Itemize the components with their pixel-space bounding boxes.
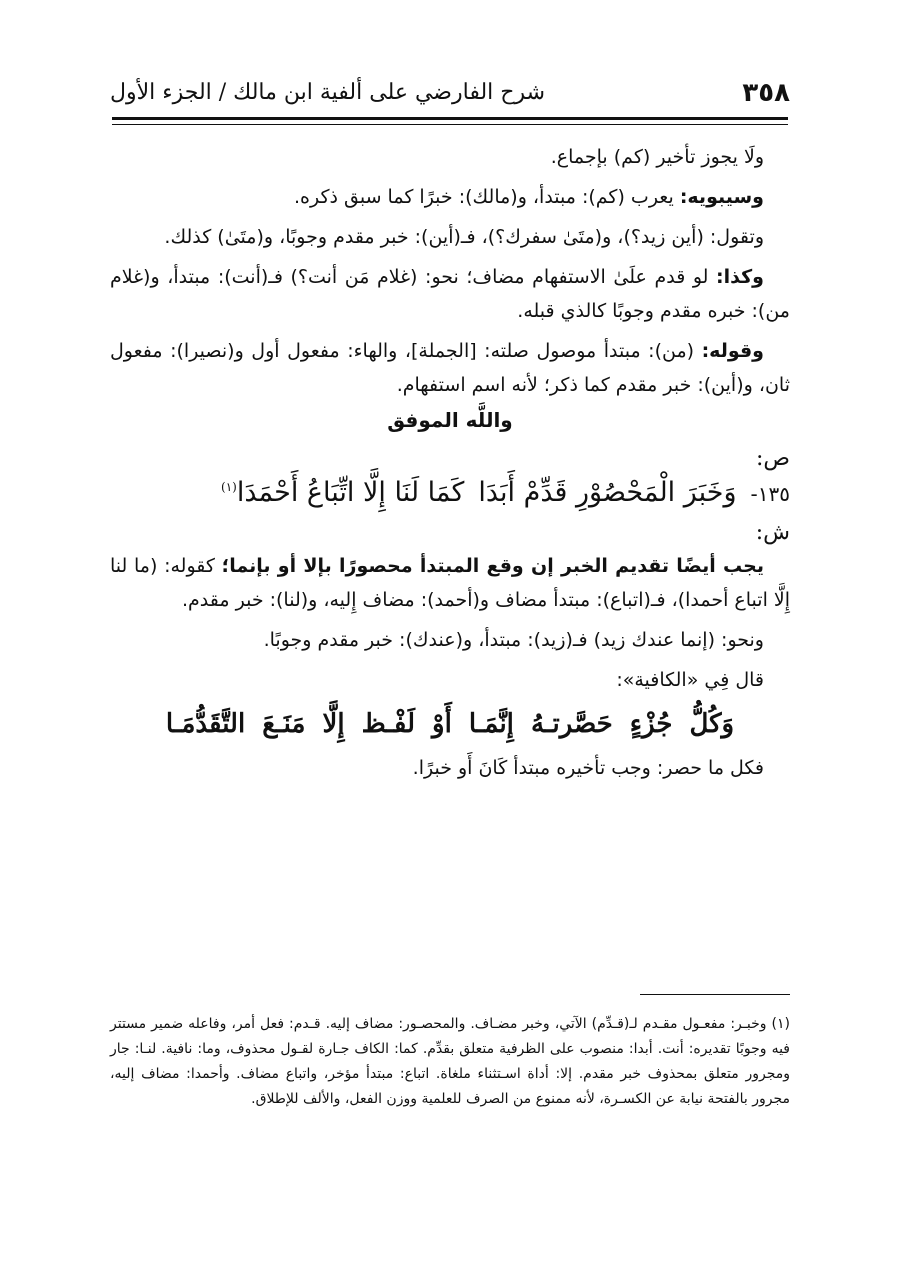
label-shin: ش:	[755, 520, 790, 545]
page-header	[110, 78, 790, 114]
label-sad: ص:	[755, 446, 790, 471]
verse-number: ١٣٥-	[750, 482, 790, 506]
footnote-1: (١) وخبـر: مفعـول مقـدم لـ(قـدِّم) الآتي، وخبر مضـاف. والمحصـور: مضاف إليه. قـدم: فعل أمر، وفاعله ضمير مستتر فيه وجوبًا تقديره: أنت. أبدا: منصوب على الظرفية متعلق بقدِّم. كما: الكاف جـارة لقـول محذوف، وما: نافية. لنـا: جار ومجرور متعلق بمحذوف خبر مقدم. إلا: أداة اسـتثناء ملغاة. اتباع: مبتدأ مؤخر، واتباع مضاف. وأحمدا: مضاف إليه، مجرور بالفتحة نيابة عن الكسـرة، لأنه ممنوع من الصرف للعلمية ووزن الفعل، والألف للإطلاق.	[110, 1016, 790, 1107]
paragraph-2-text: يعرب (كم): مبتدأ، و(مالك): خبرًا كما سبق ذكره.	[294, 186, 680, 208]
paragraph-8: قال فِي «الكافية»:	[616, 669, 764, 691]
paragraph-1: ولَا يجوز تأخير (كم) بإجماع.	[550, 146, 764, 168]
paragraph-4-lead: وكذا:	[716, 266, 764, 288]
paragraph-5-lead: وقوله:	[701, 340, 764, 362]
verse-hemistich-2	[221, 477, 464, 508]
verse-hemistich-2-text: كَمَا لَنَا إِلَّا اتِّبَاعُ أَحْمَدَا	[236, 477, 465, 508]
paragraph-3: وتقول: (أين زيد؟)، و(متَىٰ سفرك؟)، فـ(أين): خبر مقدم وجوبًا، و(متَىٰ) كذلك.	[164, 226, 764, 248]
paragraph-9: فكل ما حصر: وجب تأخيره مبتدأ كَانَ أَو خبرًا.	[412, 757, 764, 779]
paragraph-4-text: لو قدم علَىٰ الاستفهام مضاف؛ نحو: (غلام مَن أنت؟) فـ(أنت): مبتدأ، و(غلام من): خبره مقدم وجوبًا كالذي قبله.	[110, 266, 790, 322]
header-rule-thin	[112, 124, 788, 125]
paragraph-2	[110, 180, 790, 214]
footnote-marker: (١)	[221, 480, 237, 494]
verse-135	[110, 477, 790, 508]
page-number: ٣٥٨	[742, 78, 790, 108]
header-rule-thick	[112, 117, 788, 120]
running-title: شرح الفارضي على ألفية ابن مالك / الجزء الأول	[110, 80, 546, 105]
closing-phrase: واللَّه الموفق	[387, 408, 513, 432]
paragraph-7: ونحو: (إنما عندك زيد) فـ(زيد): مبتدأ، و(عندك): خبر مقدم وجوبًا.	[263, 629, 764, 651]
page-body	[110, 140, 790, 791]
footnote-rule	[640, 994, 790, 995]
paragraph-4	[110, 260, 790, 328]
paragraph-6-lead: يجب أيضًا تقديم الخبر إن وقع المبتدأ محصورًا بإلا أو بإنما؛	[221, 555, 764, 577]
paragraph-6-text: كقوله: (ما لنا إِلَّا اتباع أحمدا)، فـ(اتباع): مبتدأ مضاف و(أحمد): مضاف إِليه، و(لنا): خبر مقدم.	[110, 555, 790, 611]
paragraph-6	[110, 549, 790, 617]
paragraph-5-text: (من): مبتدأ موصول صلته: [الجملة]، والهاء: مفعول أول و(نصيرا): مفعول ثان، و(أين): خبر مقدم كما ذكر؛ لأنه اسم استفهام.	[110, 340, 790, 396]
paragraph-2-lead: وسيبويه:	[679, 186, 764, 208]
kafiya-verse: وَكُلُّ جُزْءٍ حَصَّرتـهُ إِنَّمَـا أَوْ لَفْـظ إِلَّا مَنَـعَ التَّقَدُّمَـا	[165, 709, 735, 739]
verse-hemistich-1: وَخَبَرَ الْمَحْصُوْرِ قَدِّمْ أَبَدَا	[478, 477, 737, 508]
paragraph-5	[110, 334, 790, 402]
